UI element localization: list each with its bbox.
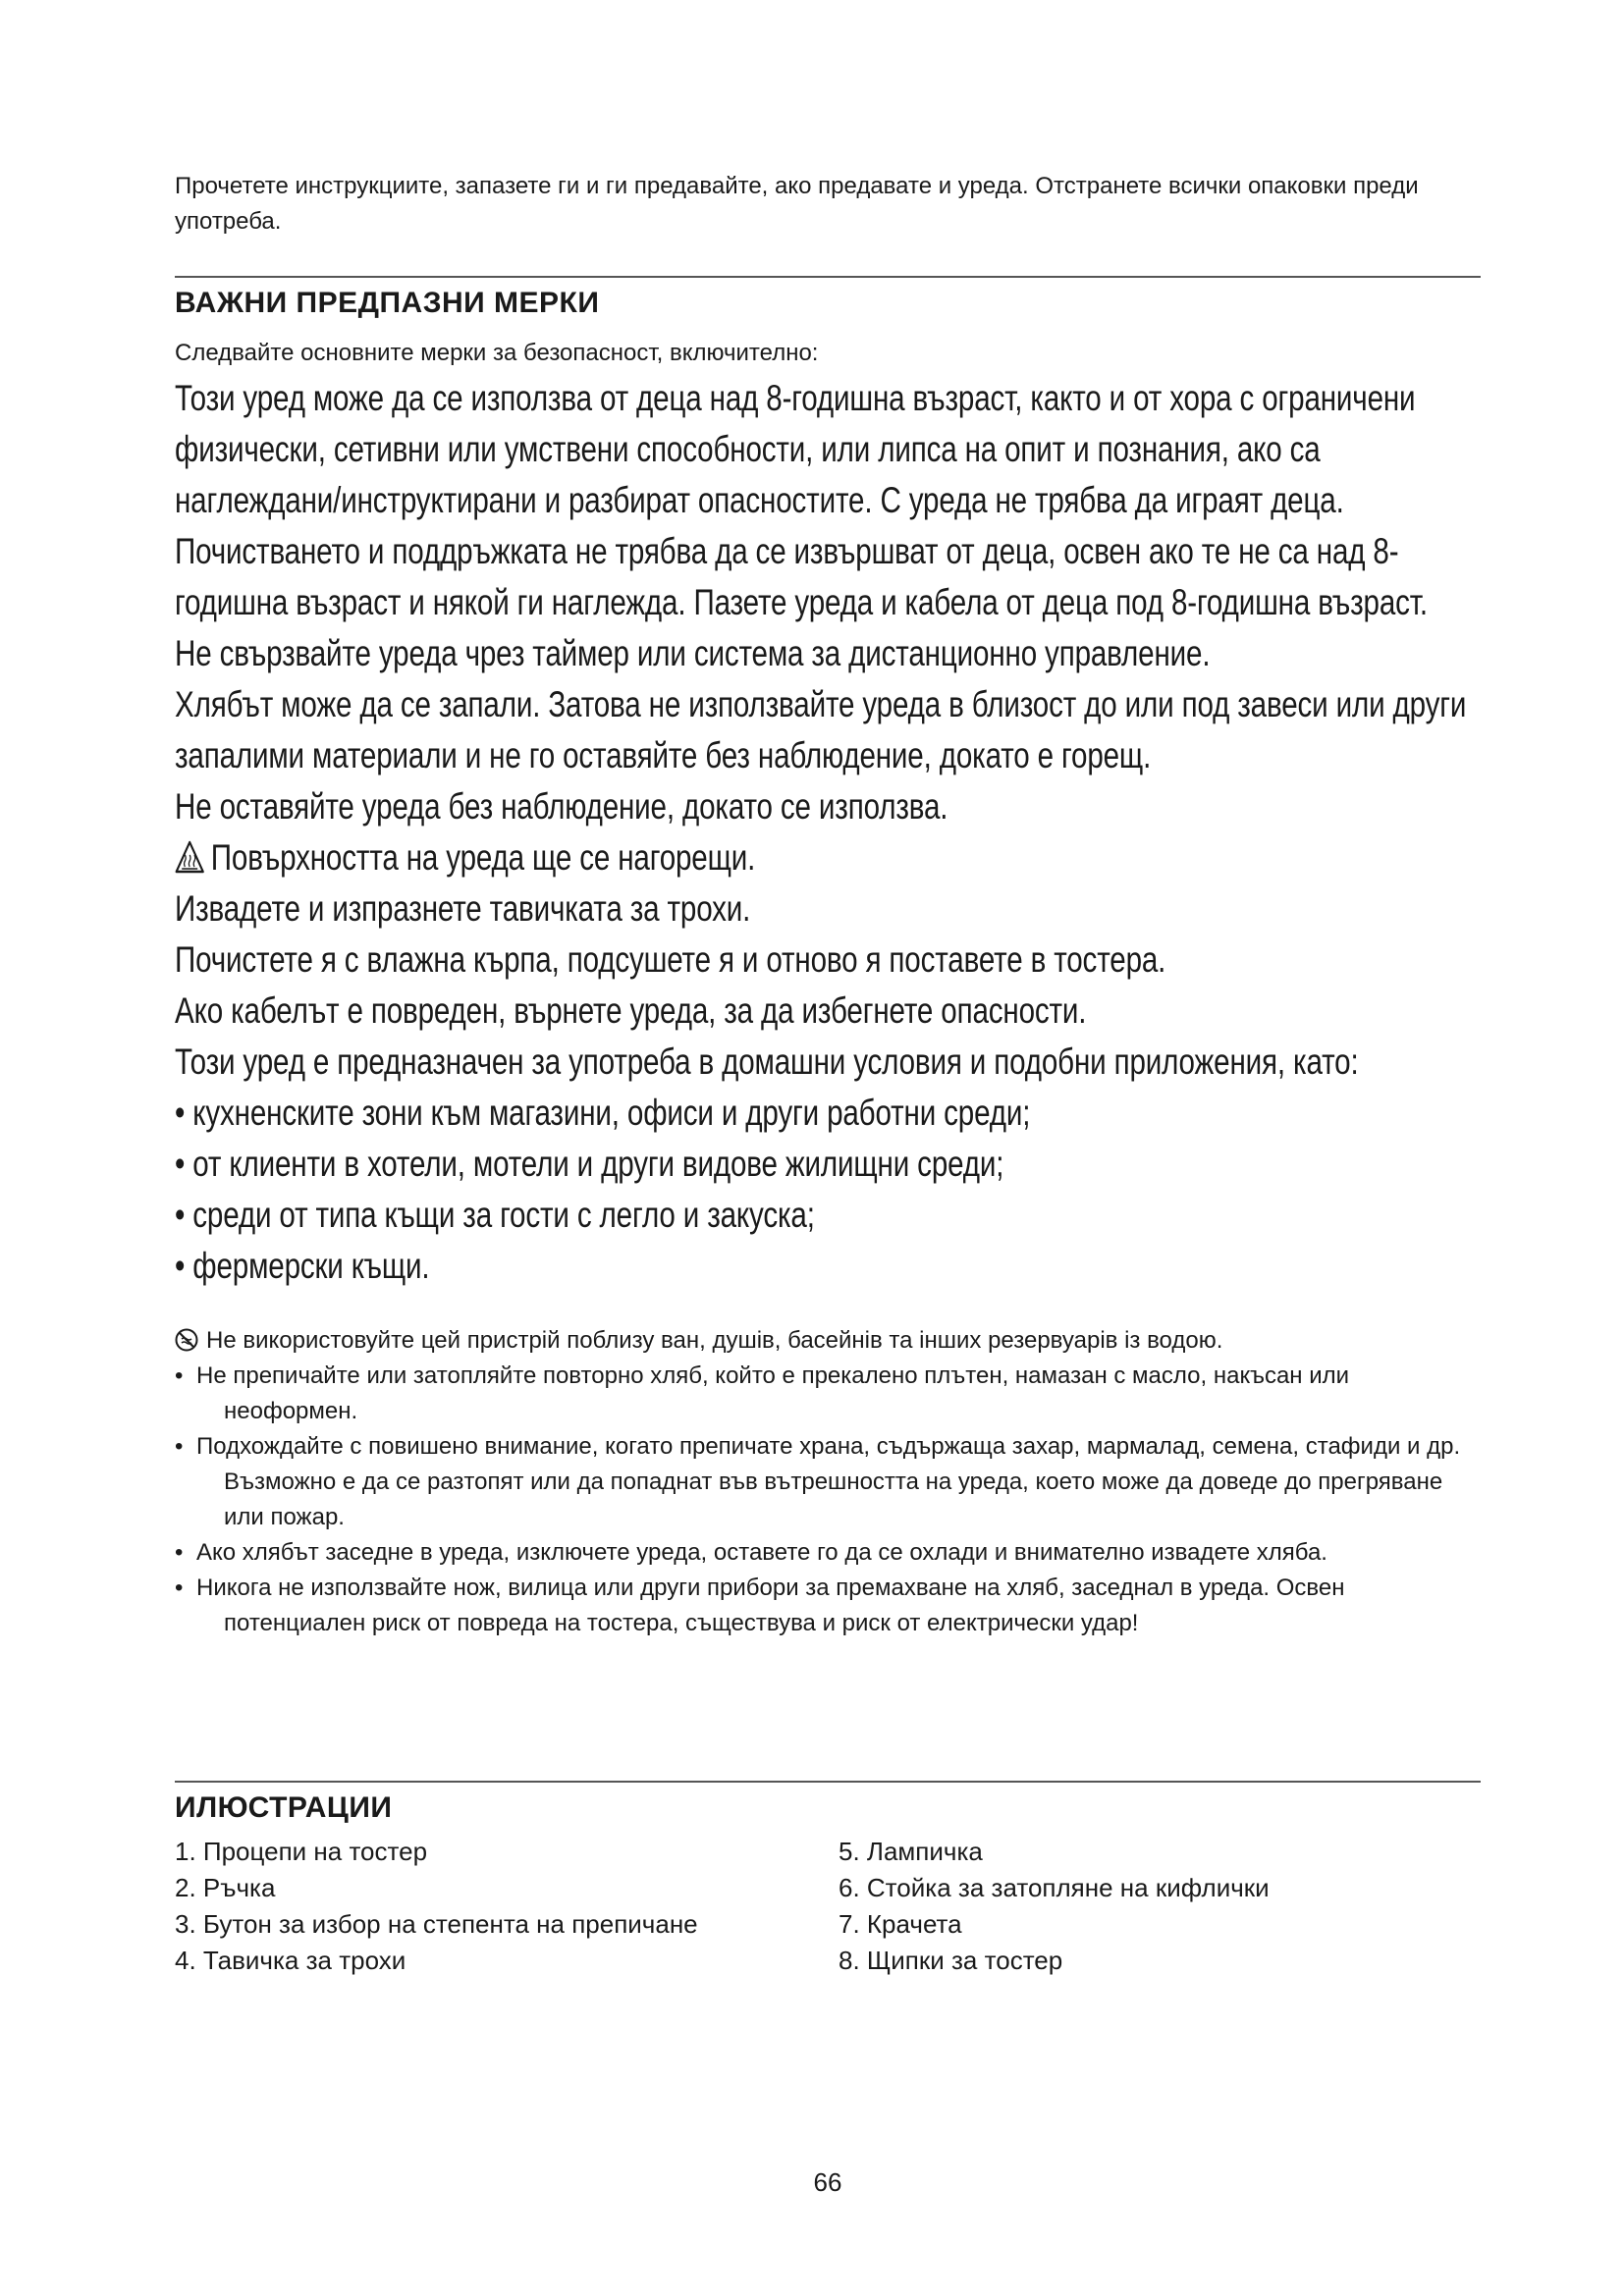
safety-paragraph: Не оставяйте уреда без наблюдение, докато се използва.: [175, 786, 948, 827]
safety-paragraph: Хлябът може да се запали. Затова не използвайте уреда в близост до или под завеси или други запалими материали и не го оставяйте без наблюдение, докато е горещ.: [175, 684, 1467, 775]
safety-paragraph: Ако кабелът е повреден, върнете уреда, за да избегнете опасности.: [175, 990, 1087, 1031]
hot-surface-warning: [175, 832, 1481, 883]
part-item: 3. Бутон за избор на степента на препичане: [175, 1909, 698, 1939]
bullet-dot: •: [175, 1575, 184, 1601]
water-warning: [175, 1323, 1481, 1359]
illustrations-heading: ИЛЮСТРАЦИИ: [175, 1791, 393, 1824]
hot-surface-icon: [175, 840, 204, 874]
bullet-dot: •: [175, 1433, 184, 1460]
manual-page: [175, 0, 1481, 2296]
safety-paragraph: Почистването и поддръжката не трябва да се извършват от деца, освен ако те не са над 8-годишна възраст и някой ги наглежда. Пазете уреда и кабела от деца под 8-годишна възраст.: [175, 531, 1428, 622]
no-water-icon: [175, 1328, 198, 1352]
section-divider: [175, 1781, 1481, 1783]
bullet-dot: •: [175, 1539, 184, 1566]
usage-bullet: • среди от типа къщи за гости с легло и закуска;: [175, 1190, 1481, 1241]
safety-paragraph: Този уред може да се използва от деца над 8-годишна възраст, както и от хора с ограничени физически, сетивни или умствени способности, или липса на опит и познания, ако са наглеждани/инструктирани и разбират опасностите. С уреда не трябва да играят деца.: [175, 378, 1416, 520]
note-text: Не препичайте или затопляйте повторно хляб, който е прекалено плътен, намазан с масло, накъсан или неоформен.: [196, 1362, 1350, 1424]
note-text: Подхождайте с повишено внимание, когато препичате храна, съдържаща захар, мармалад, семена, стафиди и др. Възможно е да се разтопят или да попаднат във вътрешността на уреда, което може да доведе до прегряване или пожар.: [196, 1433, 1461, 1530]
part-item: 2. Ръчка: [175, 1873, 276, 1902]
part-item: 7. Крачета: [839, 1909, 962, 1939]
safety-paragraph: Извадете и изпразнете тавичката за трохи.: [175, 888, 751, 929]
note-item: [175, 1429, 1481, 1535]
page-number: 66: [813, 2167, 842, 2197]
part-item: 1. Процепи на тостер: [175, 1837, 428, 1866]
safety-instructions: [175, 373, 1481, 1292]
part-item: 4. Тавичка за трохи: [175, 1946, 406, 1975]
safety-subtitle: Следвайте основните мерки за безопасност, включително:: [175, 340, 819, 366]
usage-bullet: • кухненските зони към магазини, офиси и други работни среди;: [175, 1088, 1481, 1139]
safety-heading: ВАЖНИ ПРЕДПАЗНИ МЕРКИ: [175, 287, 600, 319]
hot-surface-text: Повърхността на уреда ще се нагорещи.: [210, 837, 756, 878]
safety-paragraph: Почистете я с влажна кърпа, подсушете я и отново я поставете в тостера.: [175, 939, 1166, 980]
note-item: [175, 1571, 1481, 1641]
note-text: Никога не използвайте нож, вилица или други прибори за премахване на хляб, заседнал в уреда. Освен потенциален риск от повреда на тостера, съществува и риск от електрически удар!: [196, 1575, 1345, 1636]
parts-list-left: [175, 1834, 698, 1979]
bullet-dot: •: [175, 1362, 184, 1389]
intro-text: Прочетете инструкциите, запазете ги и ги предавайте, ако предавате и уреда. Отстранете всички опаковки преди употреба.: [175, 173, 1419, 235]
usage-bullet: • от клиенти в хотели, мотели и други видове жилищни среди;: [175, 1139, 1481, 1190]
safety-paragraph: Този уред е предназначен за употреба в домашни условия и подобни приложения, като:: [175, 1041, 1359, 1082]
part-item: 6. Стойка за затопляне на кифлички: [839, 1873, 1270, 1902]
section-divider: [175, 276, 1481, 278]
water-warning-text: Не використовуйте цей пристрій поблизу ван, душів, басейнів та інших резервуарів із водою.: [206, 1327, 1223, 1354]
note-item: [175, 1535, 1481, 1571]
note-text: Ако хлябът заседне в уреда, изключете уреда, оставете го да се охлади и внимателно извадете хляба.: [196, 1539, 1327, 1566]
part-item: 8. Щипки за тостер: [839, 1946, 1063, 1975]
parts-list-right: [839, 1834, 1270, 1979]
safety-paragraph: Не свързвайте уреда чрез таймер или система за дистанционно управление.: [175, 633, 1211, 673]
safety-notes: [175, 1323, 1481, 1641]
note-item: [175, 1359, 1481, 1429]
part-item: 5. Лампичка: [839, 1837, 983, 1866]
usage-bullet: • фермерски къщи.: [175, 1241, 1481, 1292]
